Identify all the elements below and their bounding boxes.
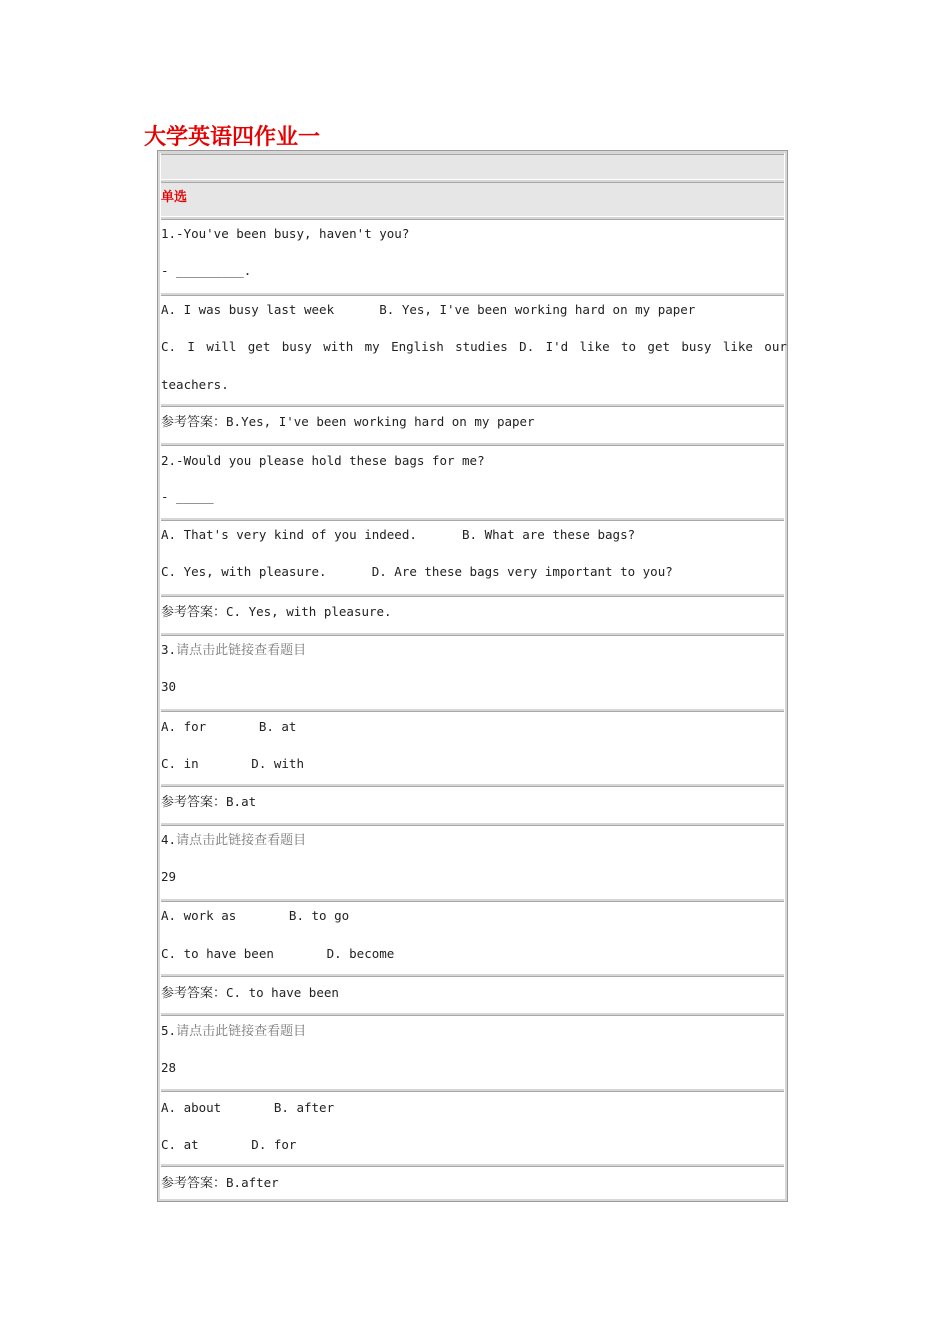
question-2-stem-row [161, 445, 784, 517]
question-1-options-cd [161, 339, 787, 355]
question-1-answer [161, 414, 535, 431]
option-word: our [764, 339, 787, 354]
question-5-answer-row [161, 1166, 784, 1199]
question-2-options-ab: A. That's very kind of you indeed. B. What are these bags? [161, 527, 636, 542]
option-word: to [621, 339, 637, 354]
question-3-link[interactable]: 请点击此链接查看题目 [176, 643, 307, 658]
option-word: busy [281, 339, 312, 354]
question-2-options-cd: C. Yes, with pleasure. D. Are these bags very important to you? [161, 564, 673, 579]
question-4-answer [161, 985, 339, 1002]
question-5-options-cd: C. at D. for [161, 1137, 297, 1152]
question-4-answer-row [161, 976, 784, 1012]
question-5-options-ab: A. about B. after [161, 1100, 335, 1115]
question-4-stem [161, 832, 306, 849]
answer-value: C. to have been [226, 985, 339, 1000]
question-2-options-row [161, 520, 784, 593]
question-3-sub: 30 [161, 679, 177, 694]
option-word: studies [455, 339, 508, 354]
option-word: English [391, 339, 444, 354]
answer-value: C. Yes, with pleasure. [226, 604, 392, 619]
section-header [161, 182, 784, 216]
option-word: with [323, 339, 354, 354]
question-3-stem-row [161, 635, 784, 708]
question-2-blank: - _____ [161, 489, 214, 504]
option-word: get [647, 339, 670, 354]
question-1-answer-row [161, 406, 784, 442]
question-1-options-cont: teachers. [161, 377, 229, 392]
option-word: like [579, 339, 610, 354]
question-4-options-row [161, 901, 784, 973]
option-word: will [206, 339, 237, 354]
question-3-options-row [161, 711, 784, 783]
option-word: busy [681, 339, 712, 354]
answer-value: B.after [226, 1175, 279, 1190]
section-label: 单选 [161, 190, 188, 205]
option-word: D. [519, 339, 535, 354]
question-5-stem [161, 1023, 306, 1040]
question-1-stem: 1.-You've been busy, haven't you? [161, 226, 410, 241]
question-2-answer [161, 604, 392, 621]
question-3-number: 3. [161, 642, 177, 657]
question-3-answer-row [161, 786, 784, 822]
question-1-options-ab: A. I was busy last week B. Yes, I've been working hard on my paper [161, 302, 696, 317]
question-4-link[interactable]: 请点击此链接查看题目 [176, 833, 307, 848]
table-header-empty [161, 154, 784, 179]
question-5-options-row [161, 1091, 784, 1163]
question-4-options-cd: C. to have been D. become [161, 946, 395, 961]
question-3-answer [161, 794, 256, 811]
question-1-stem-row [161, 219, 784, 292]
question-1-blank: - _________. [161, 263, 252, 278]
option-word: get [247, 339, 271, 354]
answer-label: 参考答案： [161, 986, 227, 1001]
option-word: I'd [545, 339, 569, 354]
question-4-number: 4. [161, 832, 177, 847]
question-5-number: 5. [161, 1023, 177, 1038]
answer-label: 参考答案： [161, 1176, 227, 1191]
question-5-stem-row [161, 1015, 784, 1088]
answer-label: 参考答案： [161, 795, 227, 810]
answer-label: 参考答案： [161, 605, 227, 620]
option-word: C. [161, 339, 177, 354]
question-2-stem: 2.-Would you please hold these bags for me? [161, 453, 485, 468]
question-3-options-ab: A. for B. at [161, 719, 297, 734]
question-3-stem [161, 642, 306, 659]
question-4-options-ab: A. work as B. to go [161, 908, 350, 923]
question-3-options-cd: C. in D. with [161, 756, 304, 771]
answer-label: 参考答案： [161, 415, 227, 430]
option-word: like [722, 339, 753, 354]
question-4-stem-row [161, 825, 784, 898]
answer-value: B.at [226, 794, 257, 809]
question-4-sub: 29 [161, 869, 177, 884]
question-5-sub: 28 [161, 1060, 177, 1075]
question-1-options-row [161, 295, 787, 403]
question-5-link[interactable]: 请点击此链接查看题目 [176, 1024, 307, 1039]
answer-value: B.Yes, I've been working hard on my paper [226, 414, 535, 429]
homework-table [157, 150, 788, 1202]
option-word: I [187, 339, 195, 354]
question-2-answer-row [161, 596, 784, 632]
option-word: my [364, 339, 380, 354]
question-5-answer [161, 1175, 279, 1192]
document-title: 大学英语四作业一 [144, 124, 321, 150]
